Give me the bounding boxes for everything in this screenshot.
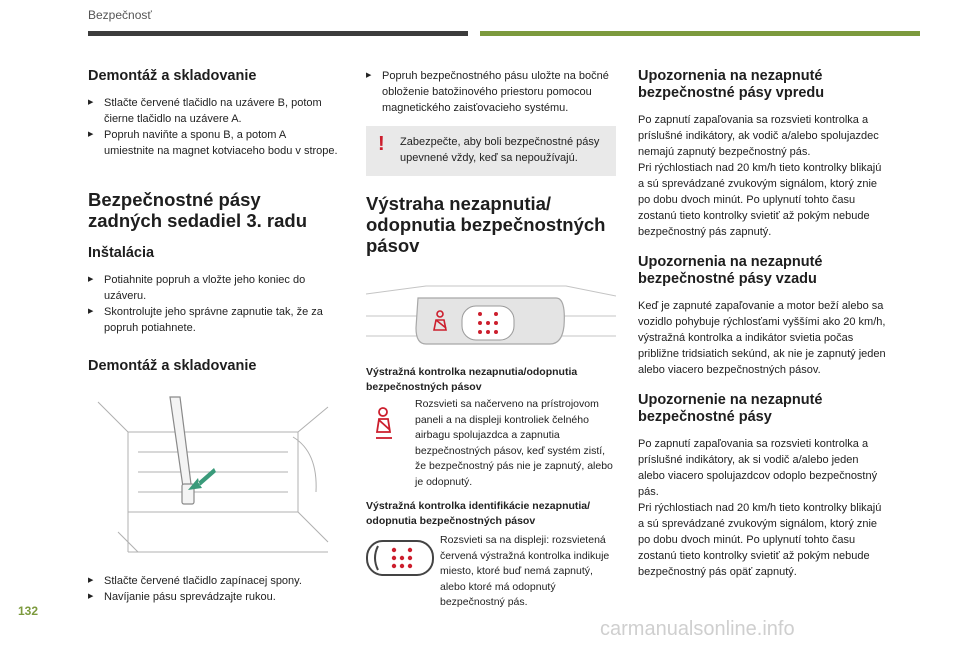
warning-text: Zabezpečte, aby boli bezpečnostné pásy upevnené vždy, keď sa nepoužívajú.: [400, 136, 600, 164]
heading-rear-belts: Upozornenia na nezapnuté bezpečnostné pásy vzadu: [638, 254, 823, 287]
arrow-icon: [188, 468, 216, 490]
header-rule-accent: [480, 31, 920, 36]
list-item: ▶ Navíjanie pásu sprevádzajte rukou.: [88, 589, 338, 605]
header-rule: [88, 31, 468, 36]
heading-dismount-2: Demontáž a skladovanie: [88, 358, 257, 374]
lamp-1-caption: [366, 365, 616, 395]
list-item: ▶ Skontrolujte jeho správne zapnutie tak, že za popruh potiahnete.: [88, 304, 338, 336]
caption: Výstražná kontrolka identifikácie nezapnutia/ odopnutia bezpečnostných pásov: [366, 500, 591, 527]
list-item: ▶ Potiahnite popruh a vložte jeho koniec do uzáveru.: [88, 272, 338, 304]
column-right: [638, 68, 886, 580]
dismount-1-list: [88, 95, 338, 159]
list-item: ▶ Stlačte červené tlačidlo na uzávere B, potom čierne tlačidlo na uzávere A.: [88, 95, 338, 127]
install-list: [88, 272, 338, 336]
paragraph: Pri rýchlostiach nad 20 km/h tieto kontrolky blikajú a sú sprevádzané zvukovým signálom, ktorý znie po dobu dvoch minút. Po uplynutí tohto času zostanú tieto kontrolky svietiť až pokým nebude bezpečnostný pás opäť zapnutý.: [638, 502, 882, 578]
heading-installation: Inštalácia: [88, 245, 155, 261]
page-number: 132: [18, 604, 39, 618]
paragraph: Po zapnutí zapaľovania sa rozsvieti kontrolka a príslušné indikátory, ak si vodič a/alebo jeden alebo viacero spolujazdcov odoplo bezpečnostný pás.: [638, 438, 878, 498]
paragraph: Po zapnutí zapaľovania sa rozsvieti kontrolka a príslušné indikátory, ak vodič a/alebo spolujazdec nemajú zapnutý bezpečnostný pás.: [638, 114, 879, 158]
dashboard-illustration: [366, 276, 616, 356]
list-item: ▶ Popruh naviňte a sponu B, a potom A umiestnite na magnet kotviaceho bodu v strope.: [88, 127, 338, 159]
watermark: carmanualsonline.info: [600, 618, 795, 640]
seatbelt-warning-icon: [370, 404, 400, 444]
heading-belt-warning: Výstraha nezapnutia/ odopnutia bezpečnostných pásov: [366, 193, 606, 256]
heading-unfastened-belts: Upozornenie na nezapnuté bezpečnostné pásy: [638, 392, 823, 425]
seat-map-icon: [366, 540, 434, 576]
warning-box: [366, 126, 616, 176]
trunk-seatbelt-illustration: [88, 392, 338, 562]
lamp-1-description: Rozsvieti sa načerveno na prístrojovom paneli a na displeji kontroliek čelného airbagu spolujazdca a zapnutia bezpečnostných pásov, keď systém zistí, že bezpečnostný pás nie je zapnutý, alebo je odopnutý.: [415, 398, 613, 488]
column-left: [88, 68, 338, 375]
heading-front-belts: Upozornenia na nezapnuté bezpečnostné pásy vpredu: [638, 68, 825, 101]
heading-third-row-belts: Bezpečnostné pásy zadných sedadiel 3. radu: [88, 189, 307, 231]
lamp-2-description: Rozsvieti sa na displeji: rozsvietená červená výstražná kontrolka indikuje miesto, ktoré buď nemá zapnutý, alebo ktoré má odopnutý bezpečnostný pás.: [440, 534, 610, 608]
warning-icon: !: [378, 133, 385, 155]
lamp-2-caption: [366, 499, 616, 529]
list-item: ▶ Popruh bezpečnostného pásu uložte na bočné obloženie batožinového priestoru pomocou magnetického zaisťovacieho systému.: [366, 68, 616, 116]
paragraph: Keď je zapnuté zapaľovanie a motor beží alebo sa vozidlo pohybuje rýchlosťami vyššími ako 20 km/h, výstražná kontrolka a indikátor svietia počas približne tridsiatich sekúnd, ak nie je zapnutý jeden alebo viacero bezpečnostných pásov.: [638, 300, 886, 376]
list-item: ▶ Stlačte červené tlačidlo zapínacej spony.: [88, 573, 338, 589]
column-middle: [366, 68, 616, 256]
dismount-2-list: [88, 573, 338, 605]
section-title: Bezpečnosť: [88, 8, 152, 22]
caption: Výstražná kontrolka nezapnutia/odopnutia bezpečnostných pásov: [366, 366, 578, 393]
paragraph: Pri rýchlostiach nad 20 km/h tieto kontrolky blikajú a sú sprevádzané zvukovým signálom, ktorý znie po dobu dvoch minút. Po uplynutí tohto času zostanú tieto kontrolky svietiť až pokým nebude bezpečnostný pás zapnutý.: [638, 162, 882, 238]
heading-dismount-1: Demontáž a skladovanie: [88, 68, 257, 84]
